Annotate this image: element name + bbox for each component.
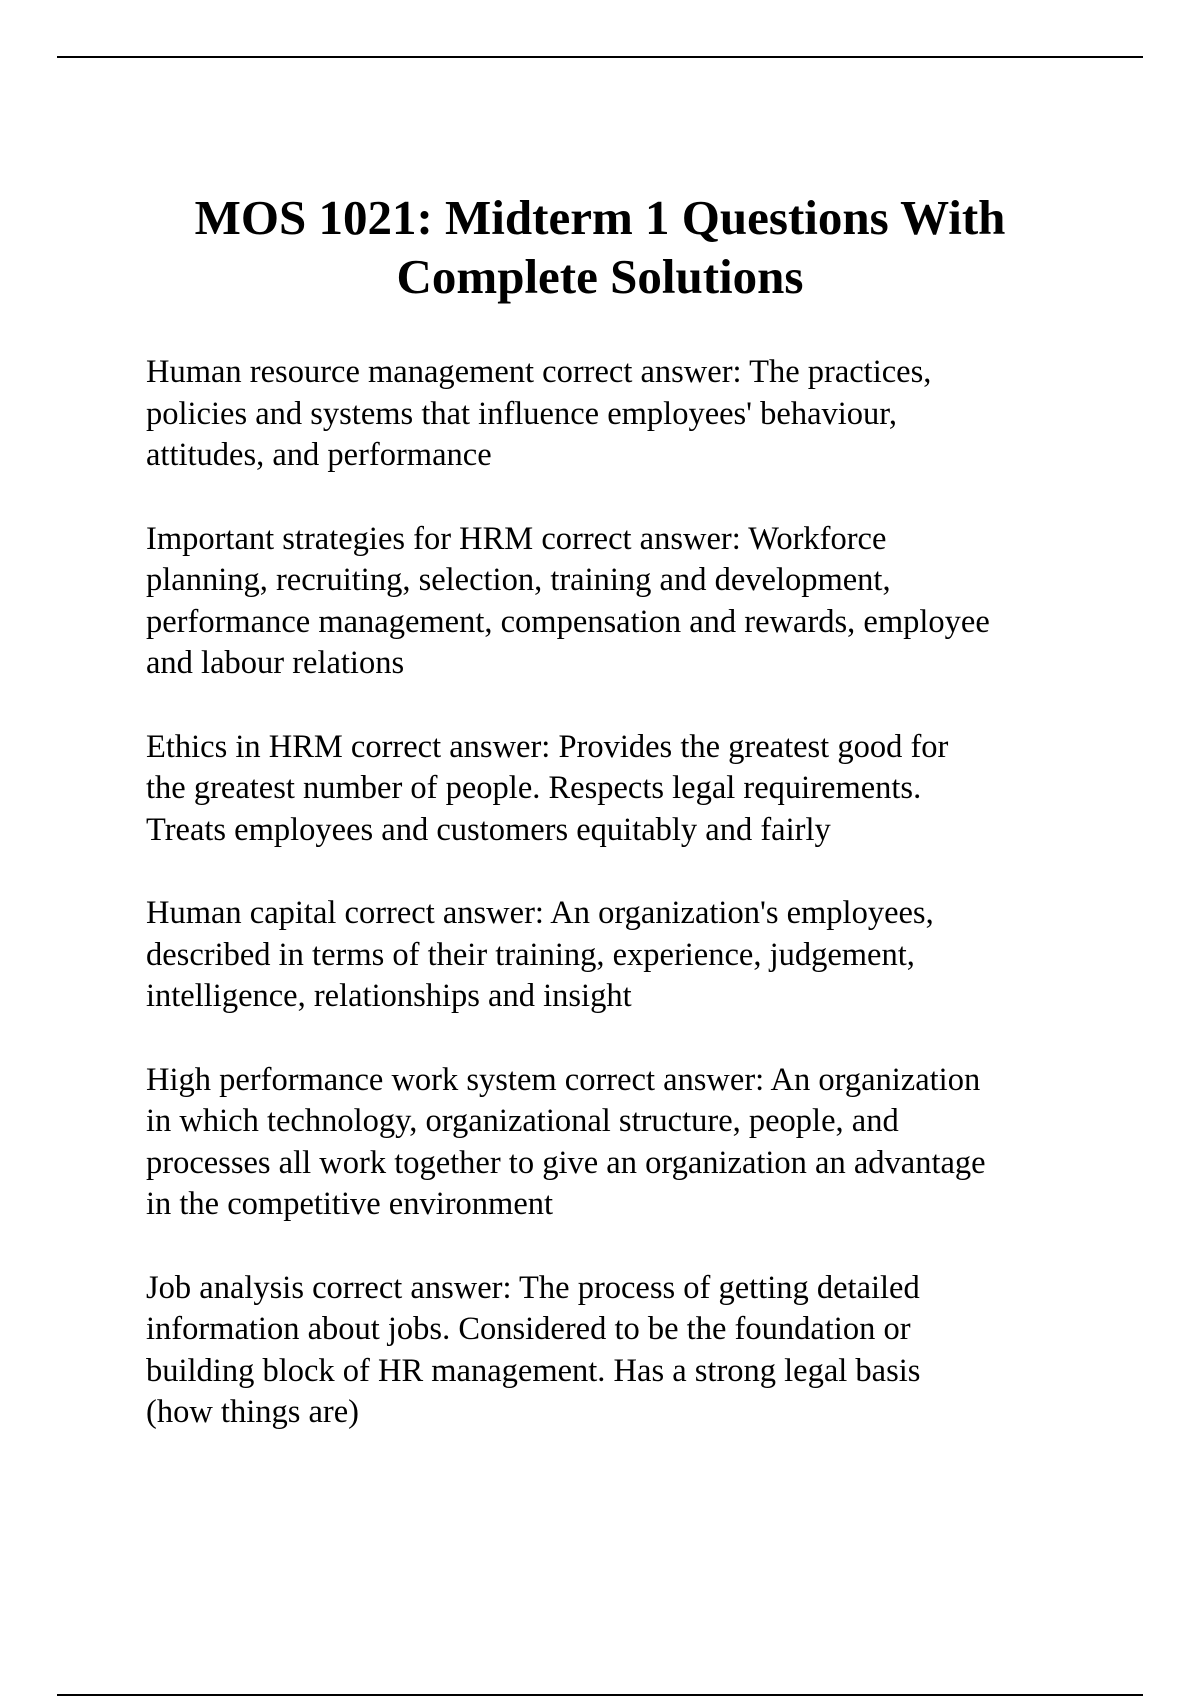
top-divider — [57, 56, 1143, 58]
entry-line: (how things are) — [146, 1394, 359, 1430]
entry-line: Human resource management correct answer: The practices, — [146, 354, 932, 390]
entry-line: Treats employees and customers equitably and fairly — [146, 811, 831, 848]
qa-list — [146, 352, 1106, 1476]
entry-line: Job analysis correct answer: The process of getting detailed — [146, 1269, 920, 1306]
title-line-1: MOS 1021: Midterm 1 Questions With — [194, 190, 1006, 245]
entry-line: processes all work together to give an organization an advantage — [146, 1144, 986, 1181]
qa-entry-human-resource-management — [146, 352, 1106, 477]
entry-line: described in terms of their training, experience, judgement, — [146, 936, 915, 973]
entry-line: attitudes, and performance — [146, 437, 492, 473]
entry-line: information about jobs. Considered to be the foundation or — [146, 1311, 911, 1347]
entry-line: and labour relations — [146, 645, 405, 681]
entry-line: intelligence, relationships and insight — [146, 978, 632, 1014]
entry-line: Important strategies for HRM correct answer: Workforce — [146, 520, 887, 557]
qa-entry-human-capital — [146, 893, 1106, 1018]
entry-line: in which technology, organizational structure, people, and — [146, 1103, 899, 1139]
entry-line: planning, recruiting, selection, training and development, — [146, 562, 891, 598]
title-line-2: Complete Solutions — [396, 249, 804, 304]
entry-line: Human capital correct answer: An organization's employees, — [146, 895, 934, 931]
page-title — [100, 188, 1100, 306]
entry-line: building block of HR management. Has a strong legal basis — [146, 1352, 921, 1389]
qa-entry-high-performance-work-system — [146, 1060, 1106, 1226]
entry-line: policies and systems that influence employees' behaviour, — [146, 395, 897, 432]
bottom-divider — [57, 1694, 1143, 1696]
entry-line: the greatest number of people. Respects legal requirements. — [146, 770, 922, 806]
entry-line: performance management, compensation and rewards, employee — [146, 603, 990, 640]
entry-line: Ethics in HRM correct answer: Provides the greatest good for — [146, 728, 949, 765]
entry-line: in the competitive environment — [146, 1186, 554, 1222]
entry-line: High performance work system correct answer: An organization — [146, 1061, 981, 1098]
qa-entry-important-strategies — [146, 519, 1106, 685]
qa-entry-job-analysis — [146, 1268, 1106, 1434]
qa-entry-ethics-in-hrm — [146, 727, 1106, 852]
